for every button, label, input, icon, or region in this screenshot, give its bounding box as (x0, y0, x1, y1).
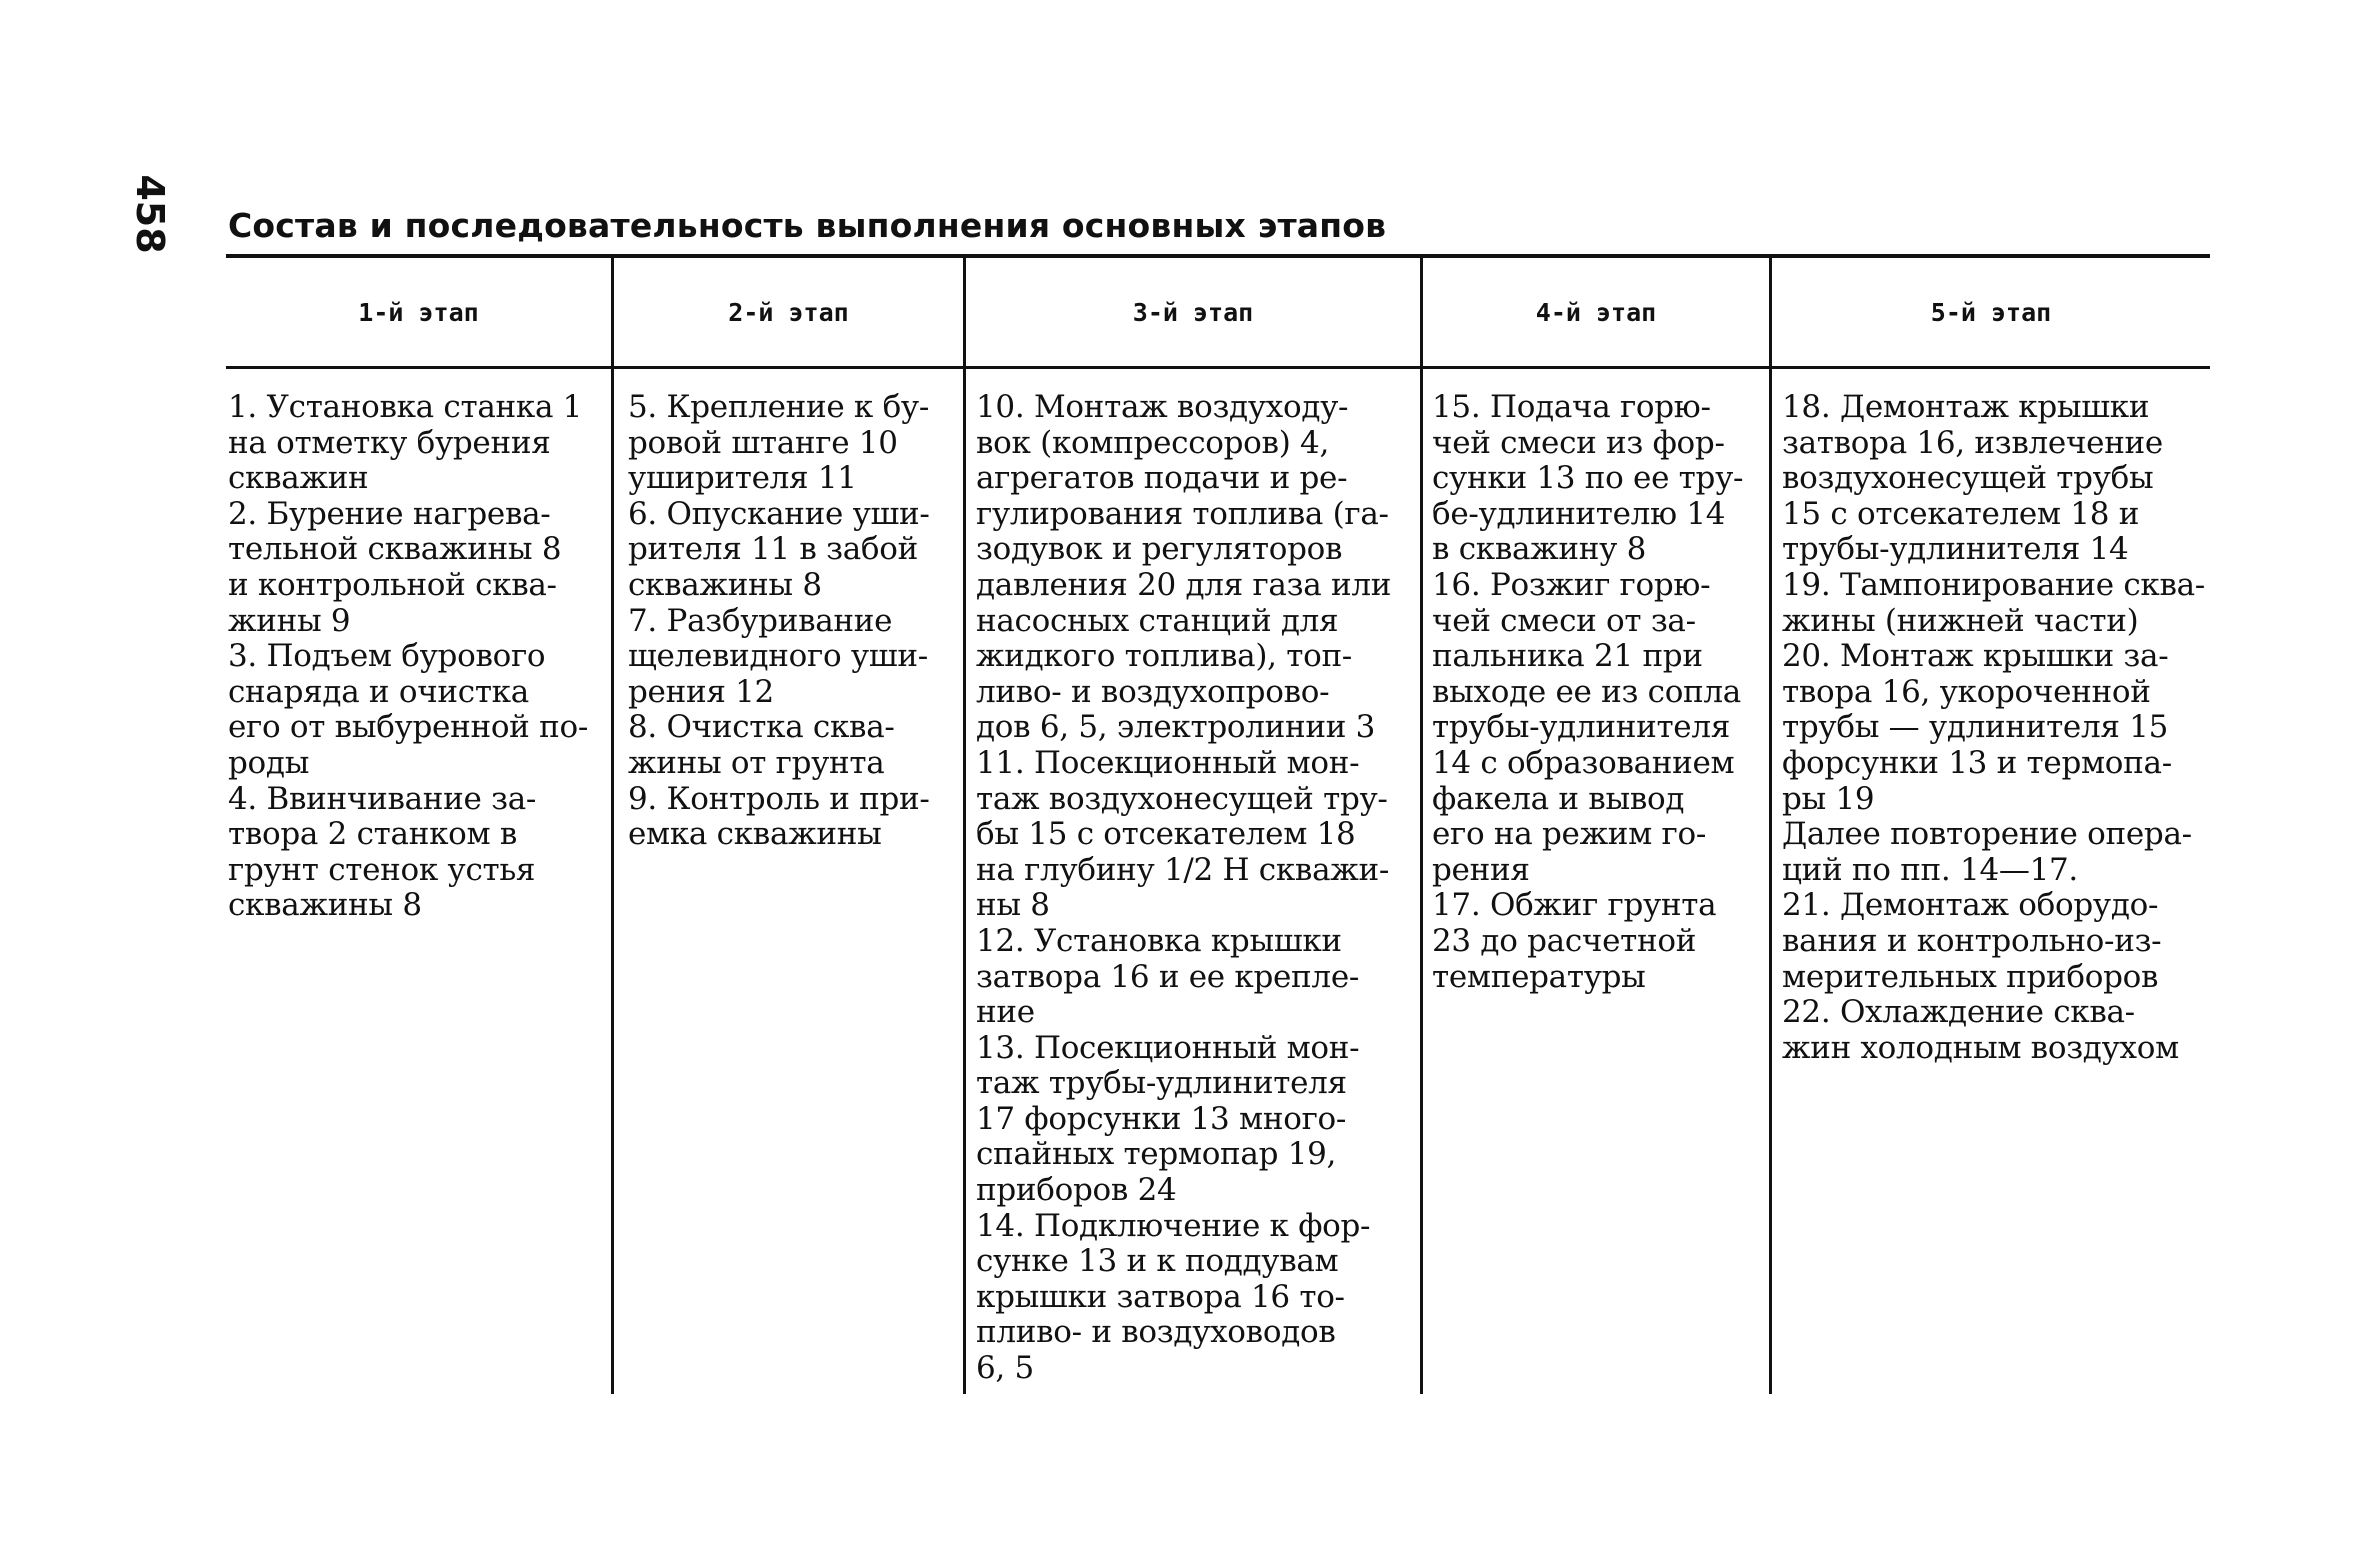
list-item: 2. Бурение нагрева- тельной скважины 8 и контрольной сква- жины 9 (228, 495, 562, 639)
column-stage-5 (1782, 390, 2206, 1066)
list-item: 15. Подача горю- чей смеси из фор- сунки 13 по ее тру- бе-удлинителю 14 в скважину 8 (1432, 389, 1744, 568)
column-divider-4 (1769, 258, 1772, 1394)
list-item: 17. Обжиг грунта 23 до расчетной температуры (1432, 887, 1717, 995)
column-header-stage-2: 2-й этап (728, 297, 849, 327)
list-item: 21. Демонтаж оборудо- вания и контрольно-из- мерительных приборов (1782, 887, 2162, 995)
list-item: 11. Посекционный мон- таж воздухонесущей тру- бы 15 с отсекателем 18 на глубину 1/2 H скважи- ны 8 (976, 744, 1390, 924)
column-header-stage-4: 4-й этап (1535, 297, 1657, 327)
list-item: 22. Охлаждение сква- жин холодным воздухом (1782, 994, 2179, 1066)
list-item: 3. Подъем бурового снаряда и очистка его от выбуренной по- роды (228, 638, 588, 781)
column-header-stage-1: 1-й этап (358, 297, 479, 327)
column-divider-2 (963, 258, 966, 1394)
list-item: 12. Установка крышки затвора 16 и ее крепле- ние (976, 922, 1360, 1031)
column-header-stage-3: 3-й этап (1132, 297, 1254, 327)
page-title: Состав и последовательность выполнения основных этапов (228, 206, 1387, 245)
list-item: 6. Опускание уши- рителя 11 в забой скважины 8 (628, 495, 930, 603)
column-stage-4 (1432, 390, 1762, 995)
column-header-stage-5: 5-й этап (1930, 297, 2052, 327)
column-divider-3 (1420, 258, 1423, 1394)
list-item: 7. Разбуривание щелевидного уши- рения 12 (628, 602, 928, 710)
column-stage-3 (976, 390, 1416, 1387)
list-item: 9. Контроль и при- емка скважины (628, 780, 930, 853)
list-item: 10. Монтаж воздуходу- вок (компрессоров) 4, агрегатов подачи и ре- гулирования топлива (га- зодувок и регуляторов давления 20 для газа или насосных станций для жидкого топлива), топ- ливо- и воздухопрово- дов 6, 5, электролинии 3 (976, 389, 1392, 746)
list-item: 1. Установка станка 1 на отметку бурения скважин (228, 389, 583, 497)
column-stage-2 (628, 390, 958, 853)
list-item: Далее повторение опера- ций по пп. 14—17. (1782, 816, 2192, 888)
list-item: 19. Тампонирование сква- жины (нижней части) (1782, 566, 2205, 639)
table-header-rule (226, 366, 2210, 369)
list-item: 13. Посекционный мон- таж трубы-удлинителя 17 форсунки 13 много- спайных термопар 19, приборов 24 (976, 1029, 1360, 1209)
list-item: 20. Монтаж крышки за- твора 16, укороченной трубы — удлинителя 15 форсунки 13 и термопа- ры 19 (1782, 638, 2172, 817)
list-item: 14. Подключение к фор- сунке 13 и к поддувам крышки затвора 16 то- пливо- и воздуховодов 6, 5 (976, 1207, 1371, 1387)
column-stage-1 (228, 390, 602, 924)
page-number: 458 (128, 174, 172, 254)
list-item: 8. Очистка сква- жины от грунта (628, 709, 895, 781)
column-divider-1 (611, 258, 614, 1394)
list-item: 5. Крепление к бу- ровой штанге 10 уширителя 11 (628, 389, 930, 497)
list-item: 4. Ввинчивание за- твора 2 станком в грунт стенок устья скважины 8 (228, 780, 537, 924)
list-item: 16. Розжиг горю- чей смеси от за- пальника 21 при выходе ее из сопла трубы-удлинителя 14 с образованием факела и вывод его на режим го- рения (1432, 566, 1741, 888)
list-item: 18. Демонтаж крышки затвора 16, извлечение воздухонесущей трубы 15 с отсекателем 18 и трубы-удлинителя 14 (1782, 389, 2163, 568)
